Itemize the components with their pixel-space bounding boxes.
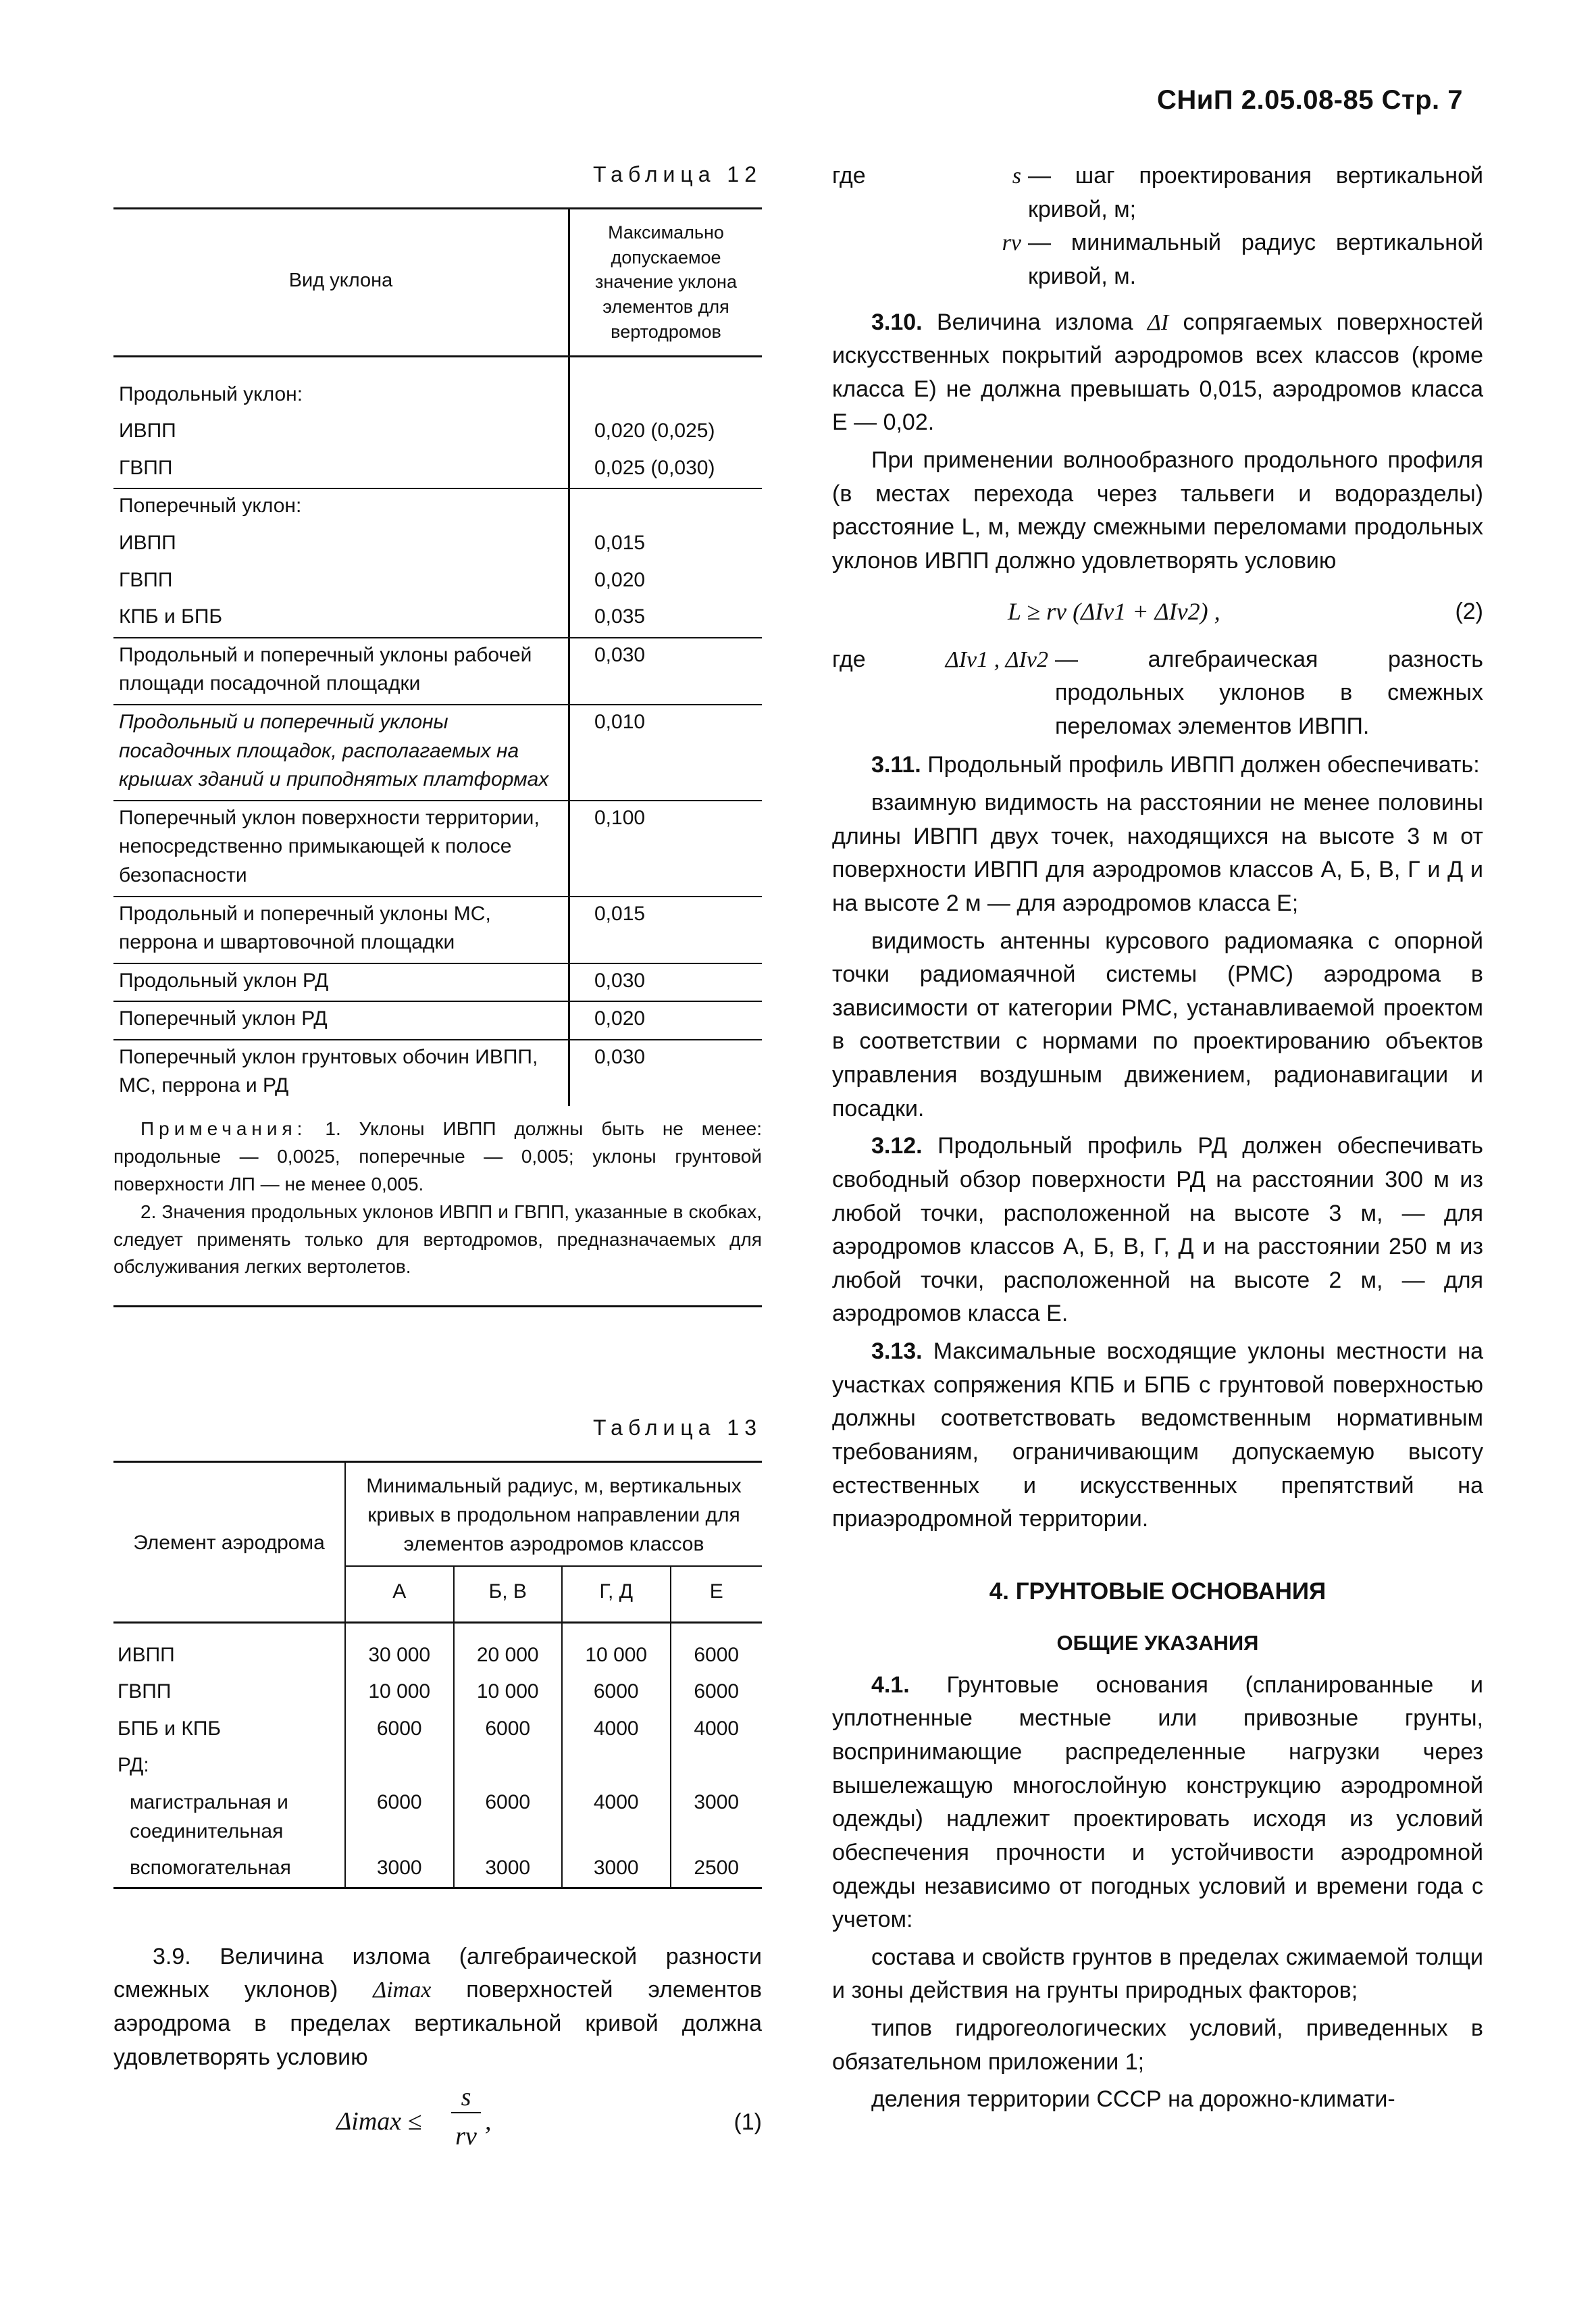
cell [671, 1747, 763, 1784]
table-row [113, 356, 762, 414]
cell: 6000 [671, 1622, 763, 1674]
cell: 6000 [562, 1674, 671, 1711]
row-label: Поперечный уклон РД [113, 1001, 569, 1040]
class-header: А [345, 1566, 454, 1622]
paragraph-3-9 [113, 1940, 762, 2075]
row-label: ГВПП [119, 456, 173, 479]
table12-col2-header: Максимально допускаемое значение уклона элементов для вертодромов [569, 209, 763, 357]
formula-1 [113, 2078, 762, 2166]
table13-col1-header: Элемент аэродрома [113, 1462, 345, 1622]
cell: 6000 [454, 1711, 563, 1748]
formula-comma: , [485, 2107, 492, 2136]
row-value: 0,025 (0,030) [569, 451, 763, 489]
table-row [113, 451, 762, 489]
definition-text: — алгебраическая разность продольных уклонов в смежных переломах элементов ИВПП. [1055, 646, 1483, 739]
table12-bottom-rule [113, 1305, 762, 1307]
class-header: Б, В [454, 1566, 563, 1622]
row-label: ГВПП [118, 1680, 172, 1703]
formula-2 [832, 582, 1483, 643]
cell: 10 000 [562, 1622, 671, 1674]
clause-text: сопрягаемых поверхностей искусственных покрытий аэродромов всех классов (кроме класса Е) не должна превышать 0,015, аэродромов класса Е — 0,02. [832, 309, 1483, 436]
clause-text: видимость антенны курсового радиомаяка с опорной точки радиомаячной системы (РМС) аэродрома в зависимости от категории РМС, устанавливаемой проектом в соответствии с нормами по проектированию объектов управления воздушным движением, радионавигации и посадки. [832, 928, 1483, 1122]
row-label: РД: [118, 1754, 149, 1777]
table13-group-header: Минимальный радиус, м, вертикальных кривых в продольном направлении для элементов аэродромов классов [345, 1462, 762, 1566]
row-label: Продольный уклон: [119, 382, 303, 405]
where-label: где [832, 163, 866, 188]
table12-caption: Таблица 12 [593, 162, 762, 186]
class-header: Е [671, 1566, 763, 1622]
table-row [113, 897, 762, 963]
clause-text: Продольный профиль РД должен обеспечивать свободный обзор поверхности РД на расстоянии 300 м из любой точки, расположенной на высоте 3 м, — для аэродромов классов А, Б, В, Г, Д и на расстоянии 250 м из любой точки, расположенной на высоте 2 м, — для аэродромов класса Е. [832, 1133, 1483, 1327]
page-header: СНиП 2.05.08-85 Стр. 7 [1157, 85, 1463, 115]
table12 [113, 207, 762, 1106]
row-value: 0,020 [569, 563, 763, 601]
cell [454, 1747, 563, 1784]
cell: 4000 [562, 1784, 671, 1850]
clause-number: 4.1. [871, 1671, 910, 1698]
row-label: ГВПП [119, 568, 173, 591]
row-label: Поперечный уклон грунтовых обочин ИВПП, МС, перрона и РД [113, 1040, 569, 1106]
symbol: ΔIv1 , ΔIv2 [945, 647, 1048, 672]
cell: 4000 [562, 1711, 671, 1748]
where-label: где [832, 646, 866, 672]
table-row [113, 1850, 762, 1888]
paragraph-4-1 [832, 1669, 1483, 2117]
row-label: Продольный и поперечный уклоны посадочных площадок, располагаемых на крышах зданий и приподнятых платформах [113, 705, 569, 801]
right-column [832, 159, 1483, 2121]
table12-col1-header: Вид уклона [113, 209, 569, 357]
row-value: 0,030 [569, 638, 763, 705]
clause-text: состава и свойств грунтов в пределах сжимаемой толщи и зоны действия на грунты природных факторов; [832, 1944, 1483, 2004]
table12-notes [113, 1115, 762, 1281]
row-value: 0,030 [569, 963, 763, 1002]
table-row [113, 414, 762, 451]
row-label: Поперечный уклон: [113, 488, 569, 526]
left-column [113, 162, 762, 2166]
row-label: ИВПП [119, 420, 176, 443]
table-row [113, 1040, 762, 1106]
table-row [113, 526, 762, 563]
paragraph-3-11 [832, 749, 1483, 1536]
table-row [113, 1674, 762, 1711]
class-header: Г, Д [562, 1566, 671, 1622]
row-value [569, 488, 763, 526]
table-row [113, 801, 762, 897]
clause-text: Величина излома (алгебраической разности смежных уклонов) [113, 1943, 762, 2003]
row-label: Продольный и поперечный уклоны МС, перрона и швартовочной площадки [113, 897, 569, 963]
row-label: ИВПП [119, 531, 176, 554]
definitions-1 [832, 159, 1483, 294]
table-row [113, 1711, 762, 1748]
table-row [113, 705, 762, 801]
table13-header-row [113, 1462, 762, 1566]
row-value: 0,020 [569, 1001, 763, 1040]
cell: 6000 [454, 1784, 563, 1850]
definition-text: — минимальный радиус вертикальной кривой, м. [1028, 230, 1483, 289]
symbol: ΔI [1147, 309, 1169, 335]
formula-number: (1) [733, 2109, 762, 2136]
clause-text: Грунтовые основания (спланированные и уплотненные местные или привозные грунты, воспринимающие распределенные нагрузки через вышележащую многослойную конструкцию аэродромной одежды) надлежит проектировать исходя из условий обеспечения прочности и устойчивости аэродромной одежды независимо от погодных условий и времени года с учетом: [832, 1671, 1483, 1933]
clause-text: Величина излома [936, 309, 1133, 335]
note-1: 1. Уклоны ИВПП должны быть не менее: продольные — 0,0025, поперечные — 0,005; уклоны грунтовой поверхности ЛП — не менее 0,005. [113, 1118, 762, 1194]
table-row [113, 1001, 762, 1040]
definition-text: — шаг проектирования вертикальной кривой, м; [1028, 163, 1483, 222]
notes-label: Примечания: [140, 1118, 307, 1140]
cell: 20 000 [454, 1622, 563, 1674]
cell: 3000 [671, 1784, 763, 1850]
clause-text: поверхностей элементов аэродрома в пределах вертикальной кривой должна удовлетворять условию [113, 1977, 763, 2070]
table13 [113, 1461, 762, 1889]
table12-header-row [113, 209, 762, 357]
clause-text: Максимальные восходящие уклоны местности на участках сопряжения КПБ и БПБ с грунтовой поверхностью должны соответствовать ведомственным нормативным требованиям, ограничивающим допускаемую высоту естественных и искусственных препятствий на приаэродромной территории. [832, 1338, 1483, 1532]
cell: 2500 [671, 1850, 763, 1888]
formula-lhs: Δimax ≤ [336, 2107, 422, 2136]
cell: 4000 [671, 1711, 763, 1748]
row-label: КПБ и БПБ [119, 605, 223, 628]
formula-number: (2) [1455, 598, 1483, 624]
clause-number: 3.13. [871, 1338, 923, 1364]
table-row [113, 963, 762, 1002]
formula-denominator: rv [455, 2122, 477, 2151]
row-value: 0,030 [569, 1040, 763, 1106]
clause-text: типов гидрогеологических условий, приведенных в обязательном приложении 1; [832, 2015, 1483, 2075]
row-value: 0,035 [569, 600, 763, 638]
formula-numerator: s [451, 2082, 481, 2113]
clause-number: 3.12. [871, 1133, 923, 1159]
cell: 6000 [345, 1711, 454, 1748]
row-value: 0,100 [569, 801, 763, 897]
row-label: магистральная и соединительная [130, 1791, 288, 1842]
clause-text: Продольный профиль ИВПП должен обеспечивать: [927, 752, 1480, 778]
row-value: 0,015 [569, 526, 763, 563]
table-row [113, 563, 762, 601]
row-label: Продольный уклон РД [113, 963, 569, 1002]
row-value [569, 356, 763, 414]
table-row [113, 638, 762, 705]
row-value: 0,020 (0,025) [569, 414, 763, 451]
table13-caption: Таблица 13 [593, 1415, 762, 1440]
row-label: Поперечный уклон поверхности территории, непосредственно примыкающей к полосе безопасности [113, 801, 569, 897]
cell: 6000 [671, 1674, 763, 1711]
note-2: 2. Значения продольных уклонов ИВПП и ГВПП, указанные в скобках, следует применять только для вертодромов, предназначаемых для обслуживания легких вертолетов. [113, 1201, 762, 1278]
clause-text: деления территории СССР на дорожно-климати- [871, 2086, 1395, 2113]
row-label: ИВПП [118, 1643, 175, 1666]
row-value: 0,015 [569, 897, 763, 963]
row-label: Продольный и поперечный уклоны рабочей площади посадочной площадки [113, 638, 569, 705]
cell [345, 1747, 454, 1784]
table-row [113, 600, 762, 638]
row-label: БПБ и КПБ [118, 1717, 222, 1740]
clause-number: 3.11. [871, 752, 921, 778]
clause-number: 3.10. [871, 309, 923, 335]
symbol: s [1012, 164, 1021, 188]
table-row [113, 1622, 762, 1674]
cell [562, 1747, 671, 1784]
clause-text: взаимную видимость на расстоянии не менее половины длины ИВПП двух точек, находящихся на высоте 3 м от поверхности ИВПП для аэродромов классов А, Б, В, Г и Д и на высоте 2 м — для аэродромов класса Е; [832, 790, 1483, 916]
section-title: 4. ГРУНТОВЫЕ ОСНОВАНИЯ [989, 1578, 1327, 1605]
table-row [113, 488, 762, 526]
cell: 3000 [454, 1850, 563, 1888]
definitions-2 [832, 643, 1483, 744]
symbol: Δimax [373, 1978, 432, 2003]
row-label: вспомогательная [113, 1850, 345, 1888]
symbol: rv [1002, 230, 1021, 256]
subsection-title: ОБЩИЕ УКАЗАНИЯ [1056, 1630, 1259, 1655]
cell: 10 000 [454, 1674, 563, 1711]
cell: 10 000 [345, 1674, 454, 1711]
cell: 3000 [562, 1850, 671, 1888]
cell: 30 000 [345, 1622, 454, 1674]
cell: 6000 [345, 1784, 454, 1850]
formula-expression: L ≥ rv (ΔIv1 + ΔIv2) , [1008, 597, 1220, 625]
table-row [113, 1747, 762, 1784]
table-row [113, 1784, 762, 1850]
paragraph-3-10 [832, 306, 1483, 578]
clause-text: При применении волнообразного продольного профиля (в местах перехода через тальвеги и водоразделы) расстояние L, м, между смежными переломами продольных уклонов ИВПП должно удовлетворять условию [832, 447, 1483, 574]
row-value: 0,010 [569, 705, 763, 801]
clause-number: 3.9. [153, 1943, 191, 1969]
cell: 3000 [345, 1850, 454, 1888]
